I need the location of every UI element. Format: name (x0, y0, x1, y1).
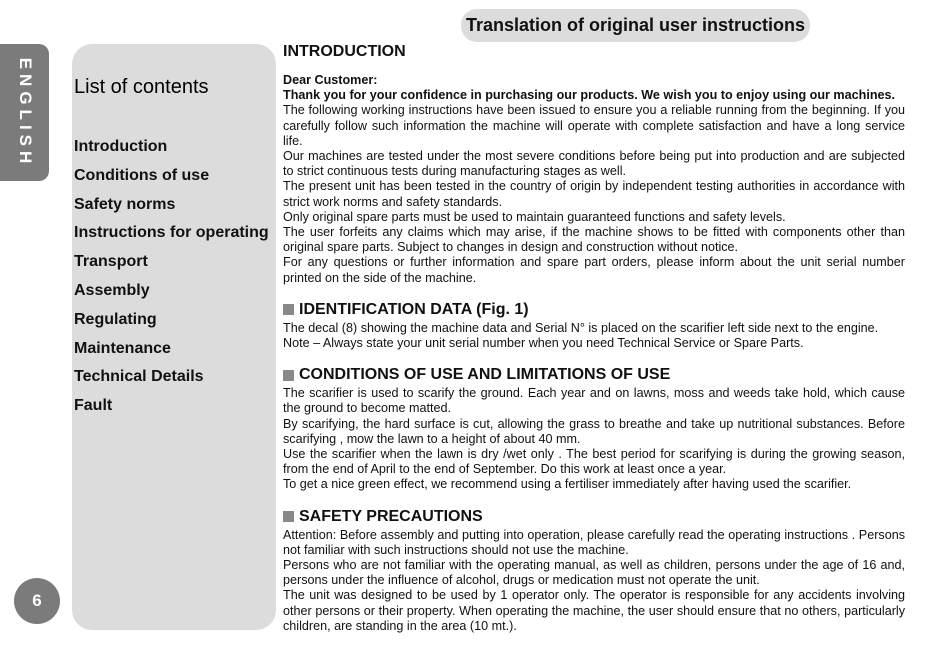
page-header-title: Translation of original user instructions (461, 9, 810, 42)
conditions-paragraph: The scarifier is used to scarify the ground. Each year and on lawns, moss and weeds take hold, which cause the ground to become matted. (283, 386, 905, 416)
intro-paragraph: The following working instructions have been issued to ensure you a reliable running from the beginning. If you carefully follow such information the machine will operate with complete satisfaction and have a long service life. (283, 103, 905, 148)
intro-greeting: Dear Customer: (283, 73, 378, 87)
safety-heading (283, 507, 905, 527)
safety-paragraph: Persons who are not familiar with the operating manual, as well as children, persons under the age of 16 and, persons under the influence of alcohol, drugs or medication must not operate the unit. (283, 558, 905, 588)
intro-paragraph: Only original spare parts must be used to maintain guaranteed functions and safety levels. (283, 209, 786, 224)
identification-paragraph: Note – Always state your unit serial number when you need Technical Service or Spare Parts. (283, 336, 804, 351)
language-tab-label: ENGLISH (15, 57, 35, 168)
toc-item-maintenance[interactable]: Maintenance (74, 339, 171, 357)
intro-paragraph: For any questions or further information and spare part orders, please inform about the unit serial number printed on the side of the machine. (283, 255, 905, 285)
toc-item-transport[interactable]: Transport (74, 253, 148, 271)
intro-paragraph: Our machines are tested under the most severe conditions before being put into production and are subjected to strict continuous tests during manufacturing stages as well. (283, 149, 905, 179)
safety-heading-text: SAFETY PRECAUTIONS (299, 507, 483, 525)
toc-item-introduction[interactable]: Introduction (74, 138, 168, 155)
identification-heading (283, 300, 905, 320)
toc-item-assembly[interactable]: Assembly (74, 281, 150, 299)
identification-paragraph: The decal (8) showing the machine data and Serial N° is placed on the scarifier left side next to the engine. (283, 320, 879, 335)
toc-item-conditions-of-use[interactable]: Conditions of use (74, 166, 210, 184)
toc-item-regulating[interactable]: Regulating (74, 310, 157, 328)
safety-paragraph: The unit was designed to be used by 1 operator only. The operator is responsible for any accidents involving other persons or their property. When operating the machine, the user should ensure that no others, particularly children, are standing in the area (10 mt.). (283, 588, 905, 633)
section-bullet-icon (283, 304, 294, 315)
introduction-heading: INTRODUCTION (283, 43, 406, 60)
toc-list (74, 136, 269, 424)
language-tab (0, 44, 49, 181)
intro-thanks: Thank you for your confidence in purchasing our products. We wish you to enjoy using our machines. (283, 88, 896, 103)
safety-paragraph: Attention: Before assembly and putting into operation, please carefully read the operating instructions . Persons not familiar with such instructions should not use the machine. (283, 527, 905, 557)
section-bullet-icon (283, 370, 294, 381)
conditions-heading-text: CONDITIONS OF USE AND LIMITATIONS OF USE (299, 366, 671, 384)
intro-paragraph: The present unit has been tested in the country of origin by independent testing authorities in accordance with strict work norms and safety standards. (283, 179, 905, 209)
conditions-paragraph: By scarifying, the hard surface is cut, allowing the grass to breathe and take up nutritional substances. Before scarifying , mow the lawn to a height of about 40 mm. (283, 416, 905, 446)
intro-paragraph: The user forfeits any claims which may arise, if the machine shows to be fitted with components other than original spare parts. Subject to changes in design and construction without notice. (283, 225, 905, 255)
identification-heading-text: IDENTIFICATION DATA (Fig. 1) (299, 300, 529, 318)
main-content (283, 42, 905, 634)
conditions-paragraph: To get a nice green effect, we recommend using a fertiliser immediately after having used the scarifier. (283, 477, 852, 492)
toc-title: List of contents (74, 76, 209, 98)
toc-item-fault[interactable]: Fault (74, 397, 113, 415)
page-number: 6 (14, 578, 60, 624)
section-bullet-icon (283, 511, 294, 522)
toc-item-instructions-for-operating[interactable]: Instructions for operating (74, 224, 269, 242)
toc-item-technical-details[interactable]: Technical Details (74, 368, 204, 386)
conditions-paragraph: Use the scarifier when the lawn is dry /wet only . The best period for scarifying is during the growing season, from the end of April to the end of September. Do this work at least once a year. (283, 447, 905, 477)
conditions-heading (283, 365, 905, 385)
toc-item-safety-norms[interactable]: Safety norms (74, 195, 176, 213)
